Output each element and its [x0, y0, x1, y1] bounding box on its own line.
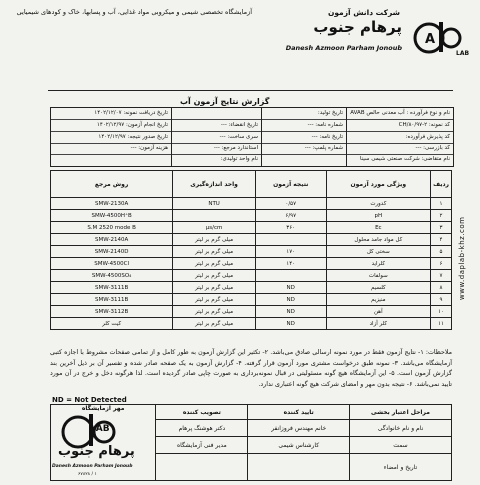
info-col-divider: [171, 108, 172, 166]
header-divider: [48, 90, 453, 91]
row-result: ۳۶۰: [255, 222, 326, 234]
row-param: منیزیم: [326, 294, 431, 306]
sig-ratifier-role: مدیر فنی آزمایشگاه: [156, 437, 248, 454]
brand-name-en: Danesh Azmoon Parham Jonoub: [285, 44, 402, 52]
row-method: SMW-2130A: [51, 198, 173, 210]
info-col-divider: [346, 108, 347, 166]
row-param: سختی کل: [326, 246, 431, 258]
sig-approver-role: کارشناس شیمی: [248, 437, 350, 454]
row-unit: میلی گرم بر لیتر: [173, 258, 256, 270]
row-unit: میلی گرم بر لیتر: [173, 282, 256, 294]
header-tagline: آزمایشگاه تخصصی شیمی و میکروبی مواد غذایی، آب و پسابها، خاک و کودهای شیمیایی: [16, 8, 252, 16]
results-header-row: [51, 171, 452, 198]
row-param: کلراید: [326, 258, 431, 270]
row-unit: میلی گرم بر لیتر: [173, 306, 256, 318]
row-method: SMW-3111B: [51, 282, 173, 294]
row-number: ۱۰: [431, 306, 452, 318]
row-method: SMW-4500SO₄: [51, 270, 173, 282]
row-method: کیت کلر: [51, 318, 173, 330]
stamp-number: ۶۷۸۲۸ / ۱: [78, 472, 97, 477]
row-method: SMW-4500H⁺B: [51, 210, 173, 222]
row-result: ND: [255, 282, 326, 294]
info-acceptance-code: کد پذیرش فرآورده:: [405, 134, 450, 140]
row-number: ۶: [431, 258, 452, 270]
row-result: [255, 234, 326, 246]
info-receive-date: تاریخ دریافت نمونه: ۱۴۰۲/۱۲/۰۷: [94, 110, 168, 116]
row-method: S.M 2520 mode B: [51, 222, 173, 234]
row-unit: میلی گرم بر لیتر: [173, 270, 256, 282]
table-row: [51, 210, 452, 222]
row-param: کدورت: [326, 198, 431, 210]
row-param: کلسیم: [326, 282, 431, 294]
row-unit: µs/cm: [173, 222, 256, 234]
sig-header-ratifier: تصویب کننده: [156, 405, 248, 420]
sig-label: نام و نام خانوادگی: [349, 420, 451, 437]
table-row: [51, 306, 452, 318]
sig-label: تاریخ و امضاء: [349, 454, 451, 481]
col-header-param: ویژگی مورد آزمون: [326, 171, 431, 198]
row-result: [255, 270, 326, 282]
table-row: [51, 234, 452, 246]
table-row: [51, 294, 452, 306]
row-number: ۳: [431, 222, 452, 234]
info-production-unit: نام واحد تولیدی:: [220, 156, 258, 162]
info-divider: [51, 131, 453, 132]
row-number: ۱: [431, 198, 452, 210]
row-unit: میلی گرم بر لیتر: [173, 246, 256, 258]
sig-approver-name: خانم مهندس فروزانفر: [248, 420, 350, 437]
info-letter-date: تاریخ نامه: ---: [311, 134, 343, 140]
website: www.daplab-khz.com: [458, 216, 466, 300]
row-unit: NTU: [173, 198, 256, 210]
brand-name-big: پرهام جنوب: [313, 18, 402, 36]
sig-header-stamp: مهر آزمایشگاه: [51, 405, 156, 481]
info-applicant: نام متقاضی: شرکت صنعتی شیمی سینا: [359, 156, 450, 162]
row-param: کلر آزاد: [326, 318, 431, 330]
col-header-unit: واحد اندازه‌گیری: [173, 171, 256, 198]
row-method: SMW-2140D: [51, 246, 173, 258]
stamp-lab-text: LAB: [90, 424, 110, 434]
info-issue-date: تاریخ صدور نتیجه: ۱۴۰۲/۱۲/۹۷: [98, 134, 168, 140]
info-divider: [51, 154, 453, 155]
row-number: ۵: [431, 246, 452, 258]
info-production-date: تاریخ تولید:: [317, 110, 343, 116]
row-unit: میلی گرم بر لیتر: [173, 318, 256, 330]
sig-approver-sign: [248, 454, 350, 481]
sig-label: سمت: [349, 437, 451, 454]
sig-header-approver: تایید کننده: [248, 405, 350, 420]
row-method: SMW-2140A: [51, 234, 173, 246]
info-divider: [51, 143, 453, 144]
info-col-divider: [261, 108, 262, 166]
info-test-date: تاریخ انجام آزمون: ۱۴۰۲/۱۲/۹۷: [96, 122, 168, 128]
stamp-name-fa: پرهام جنوب: [58, 444, 135, 459]
info-cost: هزینه آزمون: ---: [130, 145, 168, 151]
table-row: [51, 282, 452, 294]
row-result: ND: [255, 318, 326, 330]
logo-lab-text: LAB: [456, 50, 470, 57]
col-header-method: روش مرجع: [51, 171, 173, 198]
table-row: [51, 270, 452, 282]
row-result: ND: [255, 294, 326, 306]
row-number: ۹: [431, 294, 452, 306]
stamp-name-en: Danesh Azmoon Parham Jonoub: [52, 464, 133, 469]
row-number: ۸: [431, 282, 452, 294]
row-result: ۱۷۰: [255, 246, 326, 258]
row-result: ۶/۹۷: [255, 210, 326, 222]
info-inspection-code: کد بازرسی: ---: [415, 145, 450, 151]
info-divider: [51, 119, 453, 120]
sig-header-stage: مراحل اعتبار بخشی: [349, 405, 451, 420]
table-row: [51, 318, 452, 330]
row-method: SMW-4500Cl: [51, 258, 173, 270]
row-unit: میلی گرم بر لیتر: [173, 294, 256, 306]
sample-info-box: [50, 107, 454, 167]
nd-legend: ND = Not Detected: [52, 396, 127, 404]
info-batch: سری ساخت: ---: [219, 134, 258, 140]
row-number: ۲: [431, 210, 452, 222]
report-title: گزارش نتایج آزمون آب: [180, 97, 270, 106]
info-product: نام و نوع فرآورده : آب معدنی حالص AVAB: [350, 110, 450, 116]
svg-text:A: A: [425, 32, 436, 47]
row-unit: [173, 210, 256, 222]
row-result: ۱۴۰: [255, 258, 326, 270]
row-param: سولفات: [326, 270, 431, 282]
sig-ratifier-name: دکتر هوشنگ پرهام: [156, 420, 248, 437]
col-header-row: ردیف: [431, 171, 452, 198]
info-sample-code: کد نمونه: ۲-۹۷/CH/۸۰: [398, 122, 450, 128]
table-row: [51, 258, 452, 270]
row-number: ۱۱: [431, 318, 452, 330]
row-result: ND: [255, 306, 326, 318]
info-seal-number: شماره پلمپ: ---: [304, 145, 343, 151]
table-row: [51, 222, 452, 234]
row-unit: میلی گرم بر لیتر: [173, 234, 256, 246]
row-number: ۷: [431, 270, 452, 282]
row-param: آهن: [326, 306, 431, 318]
row-param: Ec: [326, 222, 431, 234]
notes-paragraph: ملاحظات: ۱- نتایج آزمون فقط در مورد نمونه ارسالی صادق می‌باشد. ۲- تکثیر این گزارش آزمون به طور کامل و از تمامی صفحات مشروط با اجازه کتبی آزمایشگاه می‌باشد. ۳- نمونه طبق درخواست مشتری مورد آزمون قرار گرفته. ۴- گزارش آزمون به یک صفحه صادر شده و تفسیر آن بر ذیل آخرین بند گزارش آزمون است. ۵- این آزمایشگاه هیچ گونه مسئولیتی در قبال نمونه‌برداری به صورت چاپی صادر گردیده است. لذا هرگونه دخل و خرج در آن مورد تایید نمی‌باشد. ۶- نتیجه بدون مهر و امضای شرکت هیچ گونه اعتباری ندارد.: [50, 349, 452, 388]
info-letter-number: شماره نامه: ---: [307, 122, 343, 128]
row-method: SMW-3111B: [51, 294, 173, 306]
row-number: ۴: [431, 234, 452, 246]
sig-ratifier-sign: [156, 454, 248, 481]
info-standard: استاندارد مرجع: ---: [213, 145, 258, 151]
brand-block: [210, 8, 410, 58]
table-row: [51, 198, 452, 210]
row-param: pH: [326, 210, 431, 222]
brand-name-small: شرکت دانش آزمون: [327, 8, 400, 17]
info-expiry-date: تاریخ انقضاء: ---: [220, 122, 258, 128]
row-param: کل مواد جامد محلول: [326, 234, 431, 246]
table-row: [51, 246, 452, 258]
results-table: [50, 170, 452, 330]
row-result: ۰/۵۷: [255, 198, 326, 210]
row-method: SMW-3112B: [51, 306, 173, 318]
col-header-result: نتیجه آزمون: [255, 171, 326, 198]
